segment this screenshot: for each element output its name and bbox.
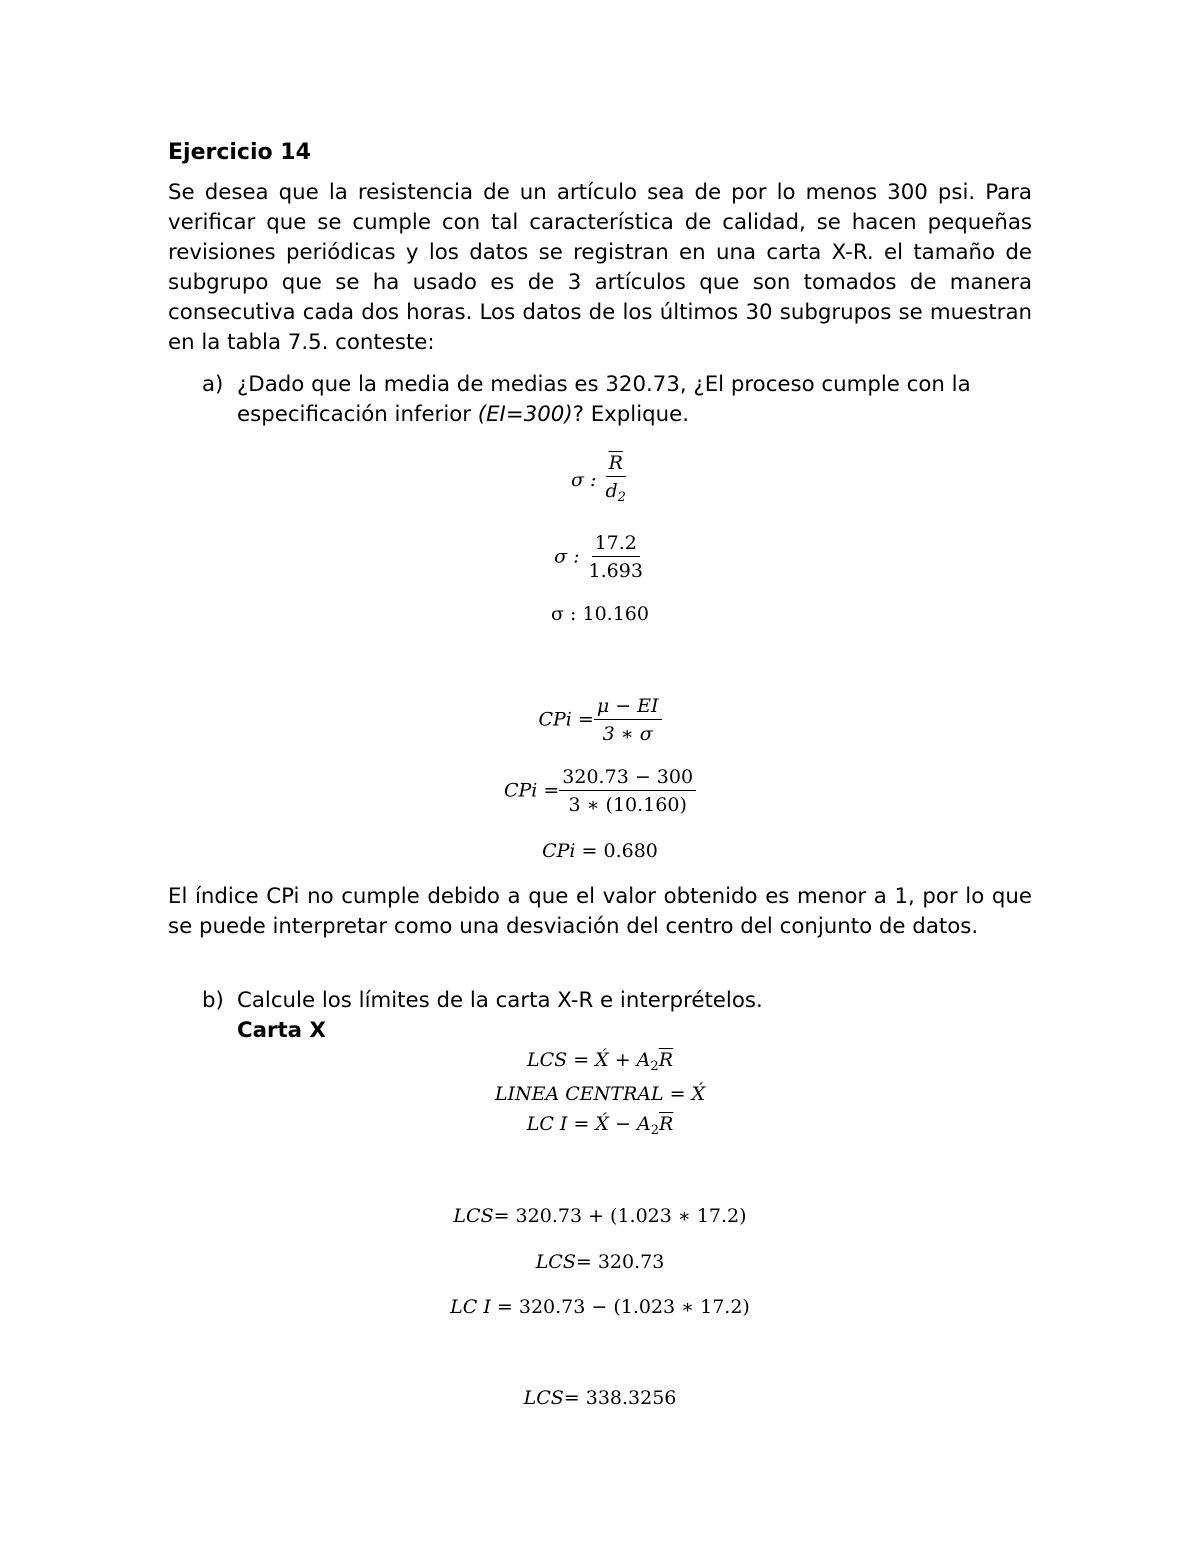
question-a-text: ¿Dado que la media de medias es 320.73, ¿El proceso cumple con la especificación inferior [237, 372, 971, 427]
lci-rbar: $\overline{R}$ [658, 1113, 674, 1135]
sigma-result: σ : 10.160 [551, 603, 649, 625]
sigma-symbol-2: σ : [554, 545, 580, 568]
lci-calc-lhs: LC I [450, 1296, 491, 1318]
sigma-num-value: 17.2 [592, 530, 640, 557]
lcs-calc-lhs: LCS [453, 1205, 494, 1227]
lcs-value-rhs: = 320.73 [575, 1251, 665, 1273]
lci-a2-sub: 2 [650, 1123, 659, 1138]
cpi-value-fraction [559, 764, 696, 819]
carta-x-subtitle: Carta X [237, 1018, 326, 1043]
sigma-denominator-sub: 2 [617, 490, 626, 505]
cpi-result [168, 840, 1032, 862]
cpi-formula [168, 693, 1032, 748]
sigma-formula [168, 450, 1032, 512]
sigma-symbol: σ : [571, 469, 597, 491]
cpi-fraction [594, 693, 662, 748]
question-a-text-end: ? Explique. [572, 402, 690, 427]
conclusion-a: El índice CPi no cumple debido a que el valor obtenido es menor a 1, por lo que se puede interpretar como una desviación del centro del conjunto de datos. [168, 884, 1032, 939]
lcs-calc-rhs: = 320.73 + (1.023 ∗ 17.2) [493, 1205, 747, 1227]
linea-central-rhs: X́ [691, 1083, 706, 1105]
question-b-marker: b) [202, 988, 224, 1013]
lci-xbar: X́ [595, 1113, 609, 1135]
question-a-emphasis: (EI=300) [477, 402, 573, 427]
lcs-rbar: $\overline{R}$ [658, 1049, 674, 1071]
cpi-numerator: μ − EI [594, 693, 662, 720]
lcs-final-rhs: = 338.3256 [563, 1387, 677, 1409]
lcs-value-lhs: LCS [535, 1251, 576, 1273]
lcs-final-lhs: LCS [523, 1387, 564, 1409]
sigma-fraction [603, 450, 629, 512]
lcs-op: + A [608, 1049, 651, 1071]
cpi-denominator: 3 ∗ σ [602, 723, 653, 745]
cpi-result-rhs: = 0.680 [581, 840, 658, 862]
lcs-xbar: X́ [595, 1049, 609, 1071]
question-a [168, 370, 1032, 430]
intro-paragraph: Se desea que la resistencia de un artículo sea de por lo menos 300 psi. Para verificar que se cumple con tal característica de calidad, se hacen pequeñas revisiones periódicas y los datos se registran en una carta X-R. el tamaño de subgrupo que se ha usado es de 3 artículos que son tomados de manera consecutiva cada dos horas. Los datos de los últimos 30 subgrupos se muestran en la tabla 7.5. conteste: [168, 180, 1032, 355]
cpi-lhs-2: CPi = [503, 779, 560, 802]
cpi-result-lhs: CPi [542, 840, 576, 862]
lcs-value [168, 1251, 1032, 1273]
lci-calc-rhs: = 320.73 − (1.023 ∗ 17.2) [496, 1296, 750, 1318]
linea-central-formula: LINEA CENTRAL = X́ [494, 1083, 706, 1105]
linea-central-lhs: LINEA CENTRAL [494, 1083, 664, 1105]
question-b [168, 986, 1032, 1046]
lci-formula: LC I = X́ − $A_2\overline{R}$ [526, 1113, 674, 1138]
sigma-substitution [168, 530, 1032, 585]
sigma-den-value: 1.693 [588, 560, 643, 582]
lci-lhs: LC I [526, 1113, 568, 1135]
cpi-substitution [168, 764, 1032, 819]
sigma-denominator: d [605, 480, 618, 502]
exercise-title: Ejercicio 14 [168, 140, 311, 165]
lci-calculation [168, 1296, 1032, 1318]
lcs-a2-sub: 2 [650, 1059, 659, 1074]
question-a-marker: a) [202, 372, 224, 397]
question-b-text: Calcule los límites de la carta X-R e interprételos. [237, 988, 763, 1013]
lcs-final [168, 1387, 1032, 1409]
lci-op: − A [608, 1113, 651, 1135]
sigma-numerator: $\overline{R}$ [606, 450, 626, 477]
sigma-value-fraction [586, 530, 646, 585]
lcs-formula: LCS = X́ + $A_2\overline{R}$ [526, 1049, 674, 1074]
cpi-den-value: 3 ∗ (10.160) [568, 794, 687, 816]
lcs-calculation [168, 1205, 1032, 1227]
cpi-num-value: 320.73 − 300 [559, 764, 696, 791]
document-page [168, 138, 1032, 430]
cpi-lhs: CPi = [538, 708, 594, 731]
lcs-lhs: LCS [526, 1049, 568, 1071]
